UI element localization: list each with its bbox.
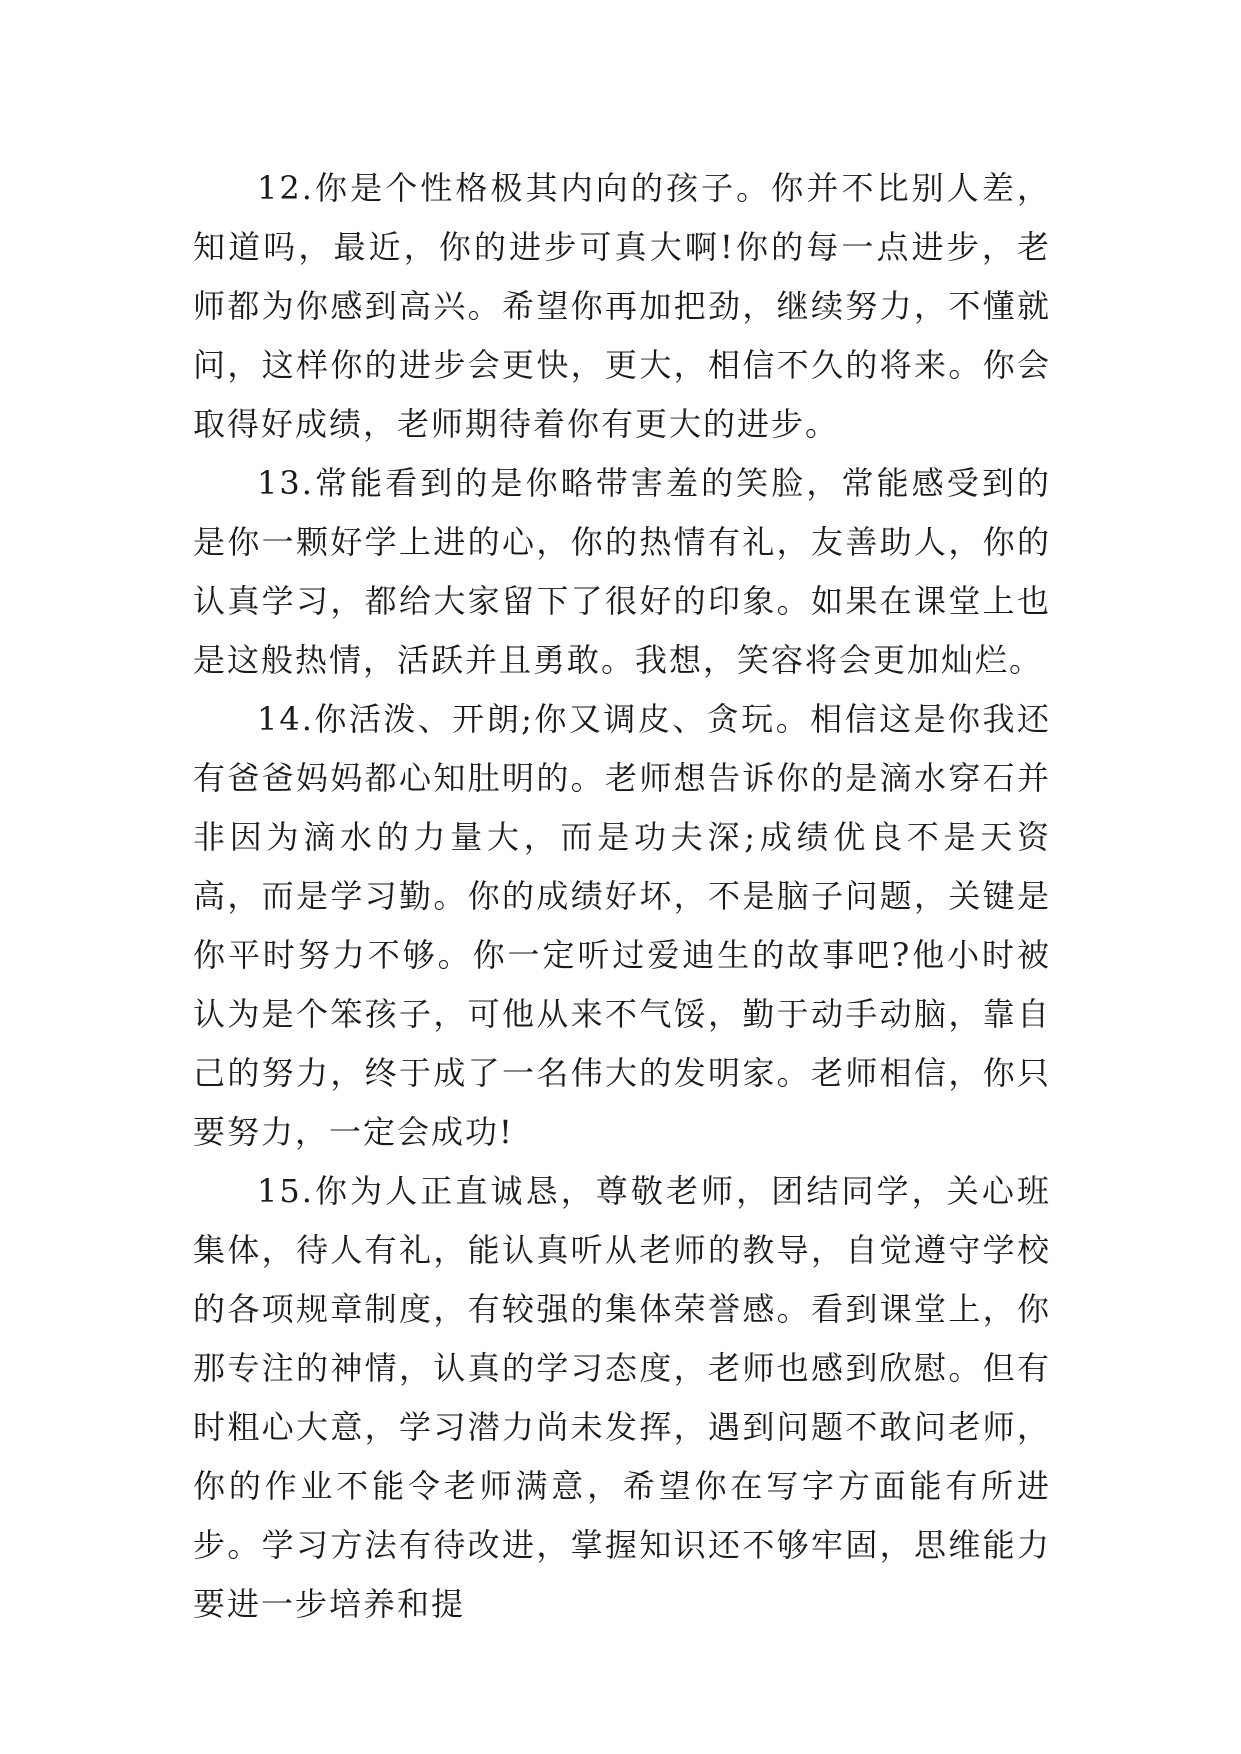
paragraph-comment-13: 13.常能看到的是你略带害羞的笑脸，常能感受到的是你一颗好学上进的心，你的热情有礼，友善助人，你的认真学习，都给大家留下了很好的印象。如果在课堂上也是这般热情，活跃并且勇敢。我想，笑容将会更加灿烂。 (193, 464, 1051, 679)
document-body (193, 159, 1051, 1634)
paragraph-comment-15: 15.你为人正直诚恳，尊敬老师，团结同学，关心班集体，待人有礼，能认真听从老师的教导，自觉遵守学校的各项规章制度，有较强的集体荣誉感。看到课堂上，你那专注的神情，认真的学习态度，老师也感到欣慰。但有时粗心大意，学习潜力尚未发挥，遇到问题不敢问老师，你的作业不能令老师满意，希望你在写字方面能有所进步。学习方法有待改进，掌握知识还不够牢固，思维能力要进一步培养和提 (193, 1172, 1051, 1623)
paragraph-comment-14: 14.你活泼、开朗;你又调皮、贪玩。相信这是你我还有爸爸妈妈都心知肚明的。老师想告诉你的是滴水穿石并非因为滴水的力量大，而是功夫深;成绩优良不是天资高，而是学习勤。你的成绩好坏，不是脑子问题，关键是你平时努力不够。你一定听过爱迪生的故事吧?他小时被认为是个笨孩子，可他从来不气馁，勤于动手动脑，靠自己的努力，终于成了一名伟大的发明家。老师相信，你只要努力，一定会成功! (193, 700, 1051, 1151)
paragraph-comment-12: 12.你是个性格极其内向的孩子。你并不比别人差，知道吗，最近，你的进步可真大啊!你的每一点进步，老师都为你感到高兴。希望你再加把劲，继续努力，不懂就问，这样你的进步会更快，更大，相信不久的将来。你会取得好成绩，老师期待着你有更大的进步。 (193, 169, 1051, 443)
